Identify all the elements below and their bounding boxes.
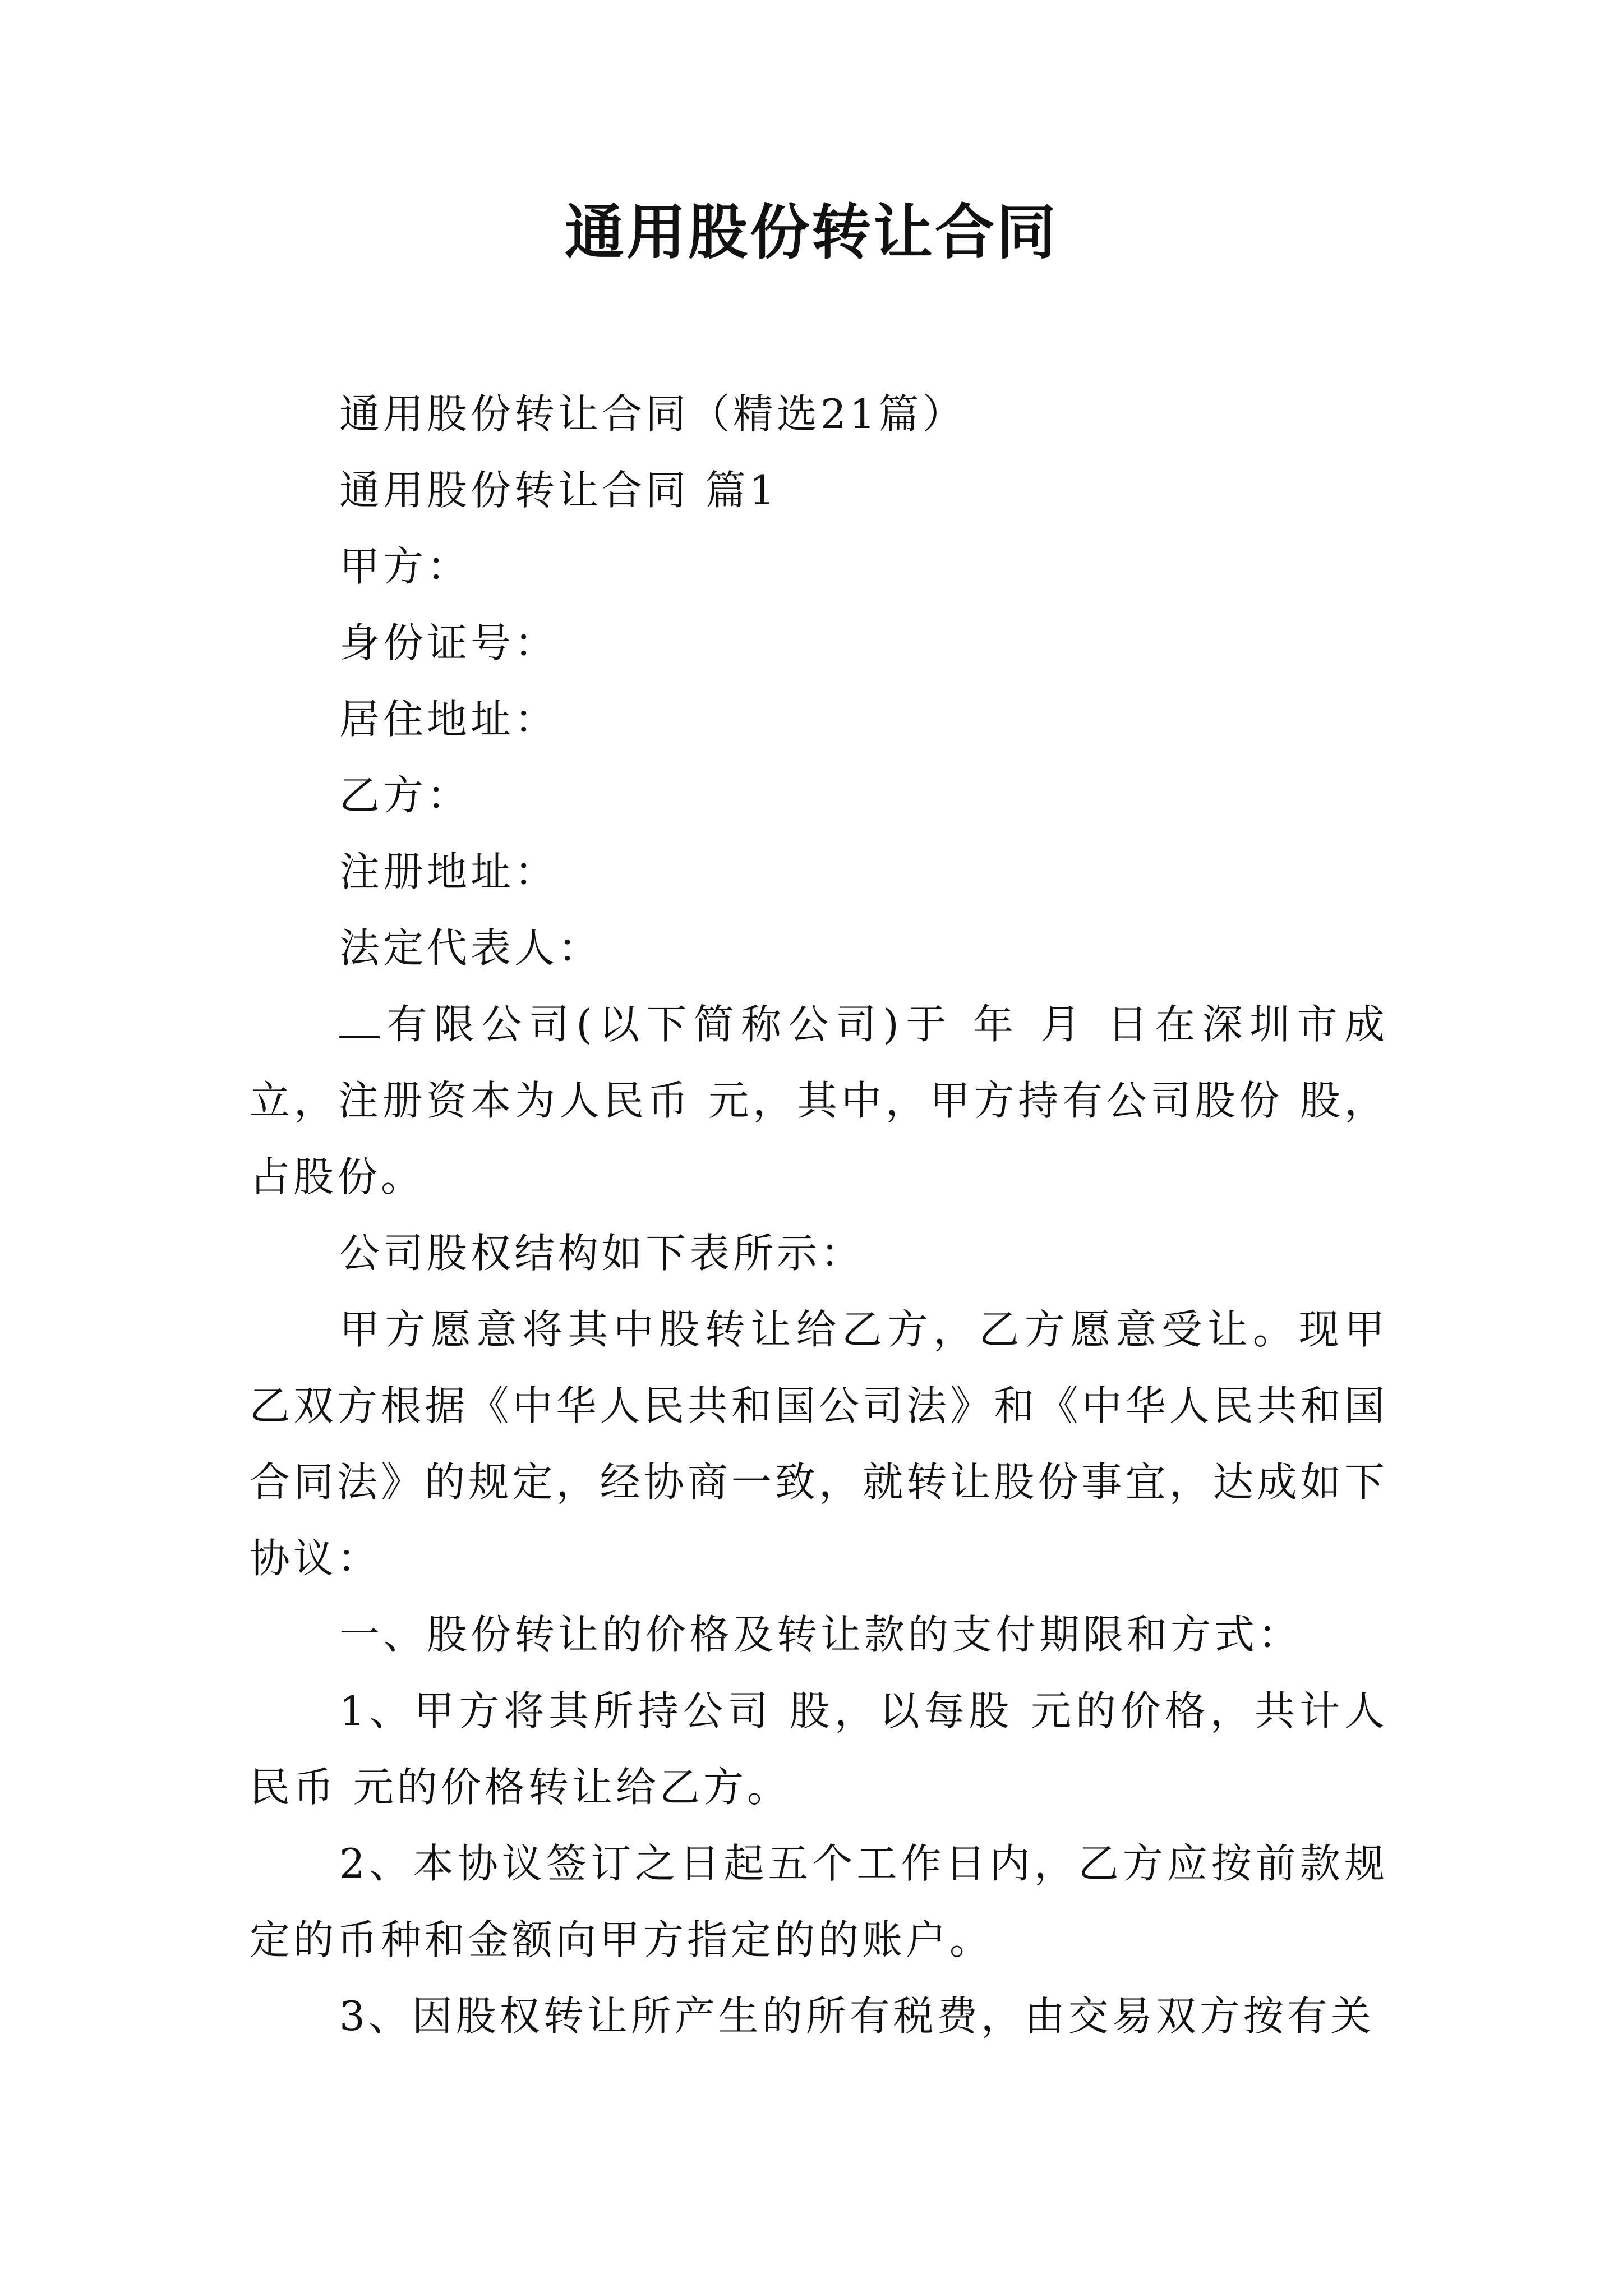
legal-representative-field: 法定代表人： [339,924,602,972]
clause-2-paragraph: 2、本协议签订之日起五个工作日内，乙方应按前款规定的币种和金额向甲方指定的的账户。 [250,1840,1388,1963]
document-body [250,376,1388,2054]
registered-address-field: 注册地址： [339,848,559,895]
clause-3-paragraph: 3、因股权转让所产生的所有税费，由交易双方按有关 [339,1993,1375,2040]
party-b-field: 乙方： [339,772,471,819]
section-1-heading: 一、股份转让的价格及转让款的支付期限和方式： [339,1611,1302,1658]
id-number-field: 身份证号： [339,619,559,666]
clause-1-paragraph: 1、甲方将其所持公司 股，以每股 元的价格，共计人民币 元的价格转让给乙方。 [250,1687,1388,1811]
residential-address-field: 居住地址： [339,696,559,743]
company-intro-paragraph [250,986,1388,1215]
article-heading: 通用股份转让合同 篇1 [339,467,778,514]
collection-title: 通用股份转让合同（精选21篇） [339,390,966,438]
equity-structure-paragraph: 公司股权结构如下表所示： [339,1230,865,1277]
document-title: 通用股份转让合同 [565,197,1058,267]
company-intro-text: 有限公司(以下简称公司)于 年 月 日在深圳市成立，注册资本为人民币 元，其中，甲方持有公司股份 股，占股份。 [250,1001,1388,1200]
blank-underline [339,1002,380,1038]
party-a-field: 甲方： [339,543,471,590]
transfer-intent-paragraph: 甲方愿意将其中股转让给乙方，乙方愿意受让。现甲乙双方根据《中华人民共和国公司法》和《中华人民共和国合同法》的规定，经协商一致，就转让股份事宜，达成如下协议： [250,1306,1388,1582]
